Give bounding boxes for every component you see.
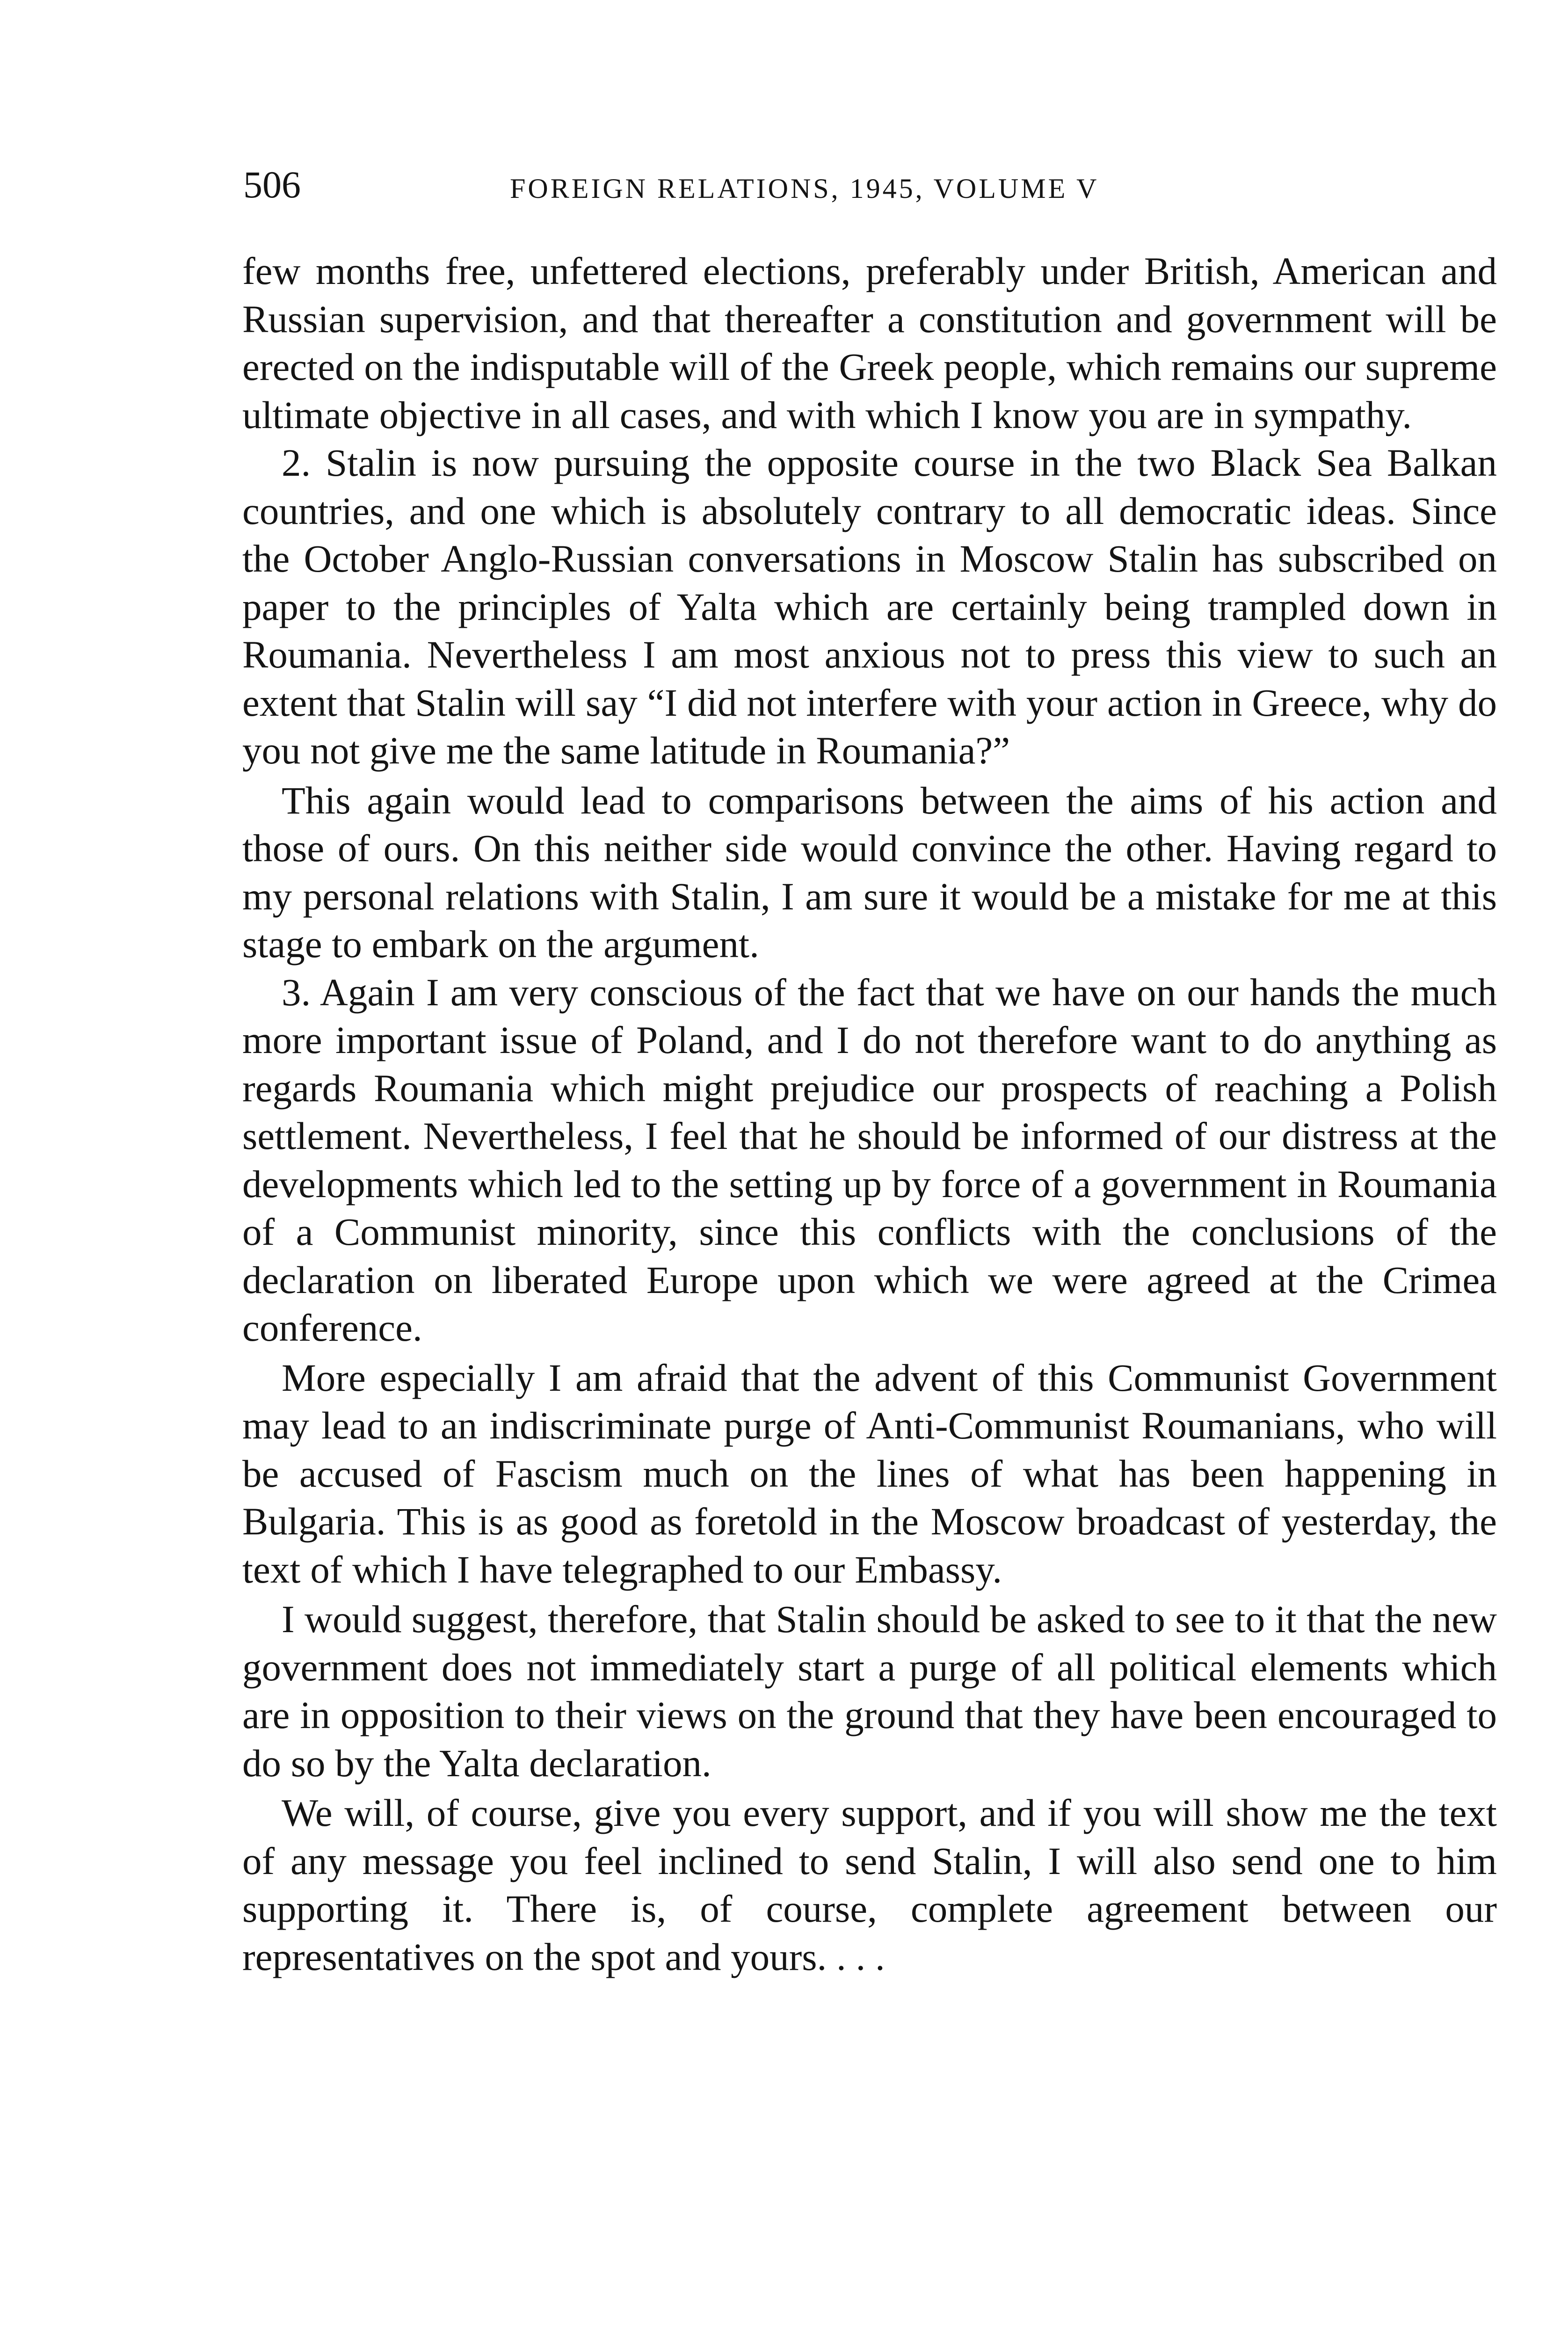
paragraph-comparisons: This again would lead to comparisons between the aims of his action and those of ours. On this neither side would convince the other. Having regard to my personal relations with Stalin, I am sure it would be a mistake for me at this stage to embark on the argument. [242, 778, 1497, 966]
page-number: 506 [243, 163, 301, 206]
paragraph-continued-from-previous-page: few months free, unfettered elections, preferably under British, American and Russian supervision, and that thereafter a constitution and government will be erected on the indisputable will of the Greek people, which remains our supreme ultimate objective in all cases, and with which I know you are in sympathy. [242, 249, 1497, 436]
running-head [243, 159, 1240, 211]
running-head-title: FOREIGN RELATIONS, 1945, VOLUME V [510, 173, 1099, 204]
paragraph-point-3: 3. Again I am very conscious of the fact that we have on our hands the much more important issue of Poland, and I do not therefore want to do anything as regards Roumania which might prejudice our prospects of reaching a Polish settlement. Nevertheless, I feel that he should be informed of our distress at the developments which led to the setting up by force of a government in Roumania of a Communist minority, since this conflicts with the conclusions of the declaration on liberated Europe upon which we were agreed at the Crimea conference. [242, 970, 1497, 1349]
paragraph-suggestion: I would suggest, therefore, that Stalin should be asked to see to it that the new government does not immediately start a purge of all political elements which are in opposition to their views on the ground that they have been encouraged to do so by the Yalta declaration. [242, 1598, 1497, 1785]
paragraph-point-2: 2. Stalin is now pursuing the opposite course in the two Black Sea Balkan countries, and one which is absolutely contrary to all democratic ideas. Since the October Anglo-Russian conversations in Moscow Stalin has subscribed on paper to the principles of Yalta which are certainly being trampled down in Roumania. Nevertheless I am most anxious not to press this view to such an extent that Stalin will say “I did not interfere with your action in Greece, why do you not give me the same latitude in Roumania?” [242, 441, 1497, 772]
body-text [242, 247, 1497, 1981]
paragraph-support: We will, of course, give you every support, and if you will show me the text of any message you feel inclined to send Stalin, I will also send one to him supporting it. There is, of course, complete agreement between our representatives on the spot and yours. . . . [242, 1791, 1497, 1978]
paragraph-communist-government: More especially I am afraid that the advent of this Communist Government may lead to an indiscriminate purge of Anti-Communist Roumanians, who will be accused of Fascism much on the lines of what has been happening in Bulgaria. This is as good as foretold in the Moscow broadcast of yesterday, the text of which I have telegraphed to our Embassy. [242, 1356, 1497, 1591]
